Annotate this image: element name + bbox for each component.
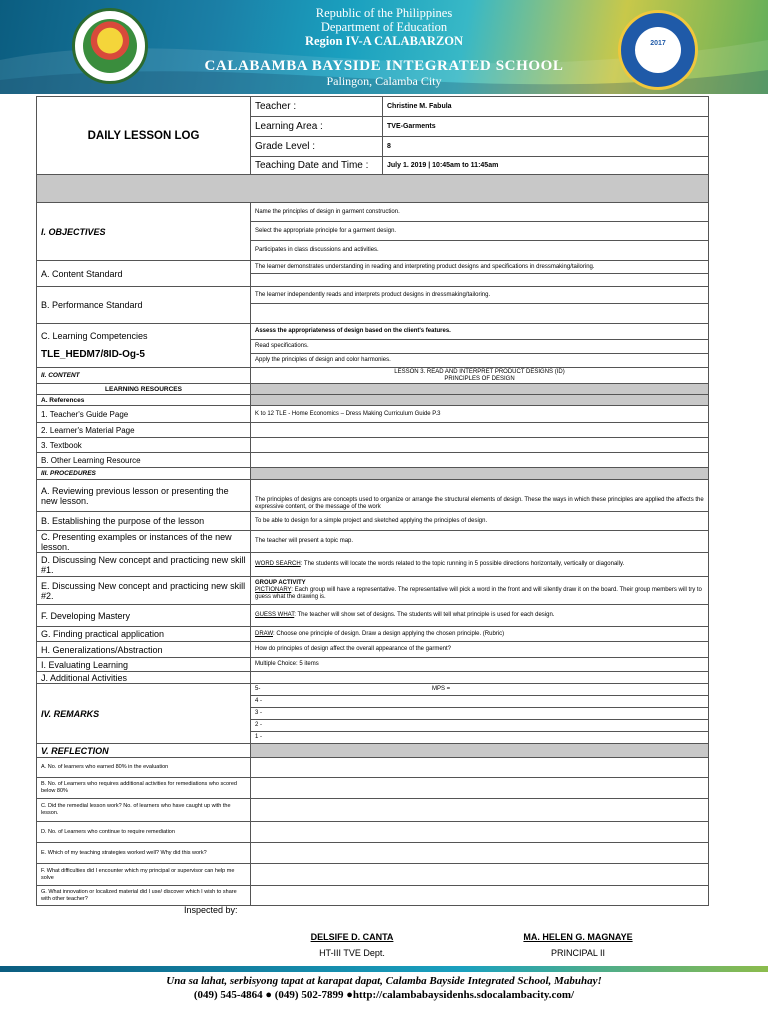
- procedure-value: How do principles of design affect the overall appearance of the garment?: [251, 642, 709, 658]
- activity-name: WORD SEARCH: [255, 561, 301, 567]
- blank-cell: [251, 672, 709, 684]
- meta-value-date: July 1. 2019 | 10:45am to 11:45am: [383, 157, 709, 175]
- procedure-label: J. Additional Activities: [37, 672, 251, 684]
- gray-cell: [251, 395, 709, 406]
- reflection-answer: [251, 822, 709, 843]
- procedure-value: [251, 553, 709, 577]
- school-address: Palingon, Calamba City: [326, 74, 442, 88]
- competencies-cell: [37, 324, 251, 368]
- content-label: II. CONTENT: [37, 368, 251, 384]
- objectives-label: I. OBJECTIVES: [37, 203, 251, 261]
- republic-line: Republic of the Philippines: [315, 6, 453, 20]
- reflection-answer: [251, 886, 709, 906]
- reflection-answer: [251, 778, 709, 799]
- remark-score: 4 -: [251, 696, 709, 708]
- procedure-label: I. Evaluating Learning: [37, 658, 251, 672]
- ref-item-label: 3. Textbook: [37, 438, 251, 453]
- deped-seal: [72, 8, 148, 84]
- procedure-label: C. Presenting examples or instances of the new lesson.: [37, 531, 251, 553]
- gray-cell: [251, 468, 709, 480]
- competency-item: Apply the principles of design and color harmonies.: [251, 354, 709, 368]
- performance-standard-value: The learner independently reads and interprets product designs in dressmaking/tailoring.: [251, 287, 709, 304]
- remark-score: 5-: [255, 686, 261, 692]
- content-standard-value: The learner demonstrates understanding in reading and interpreting product designs and specifications in dressmaking/tailoring.: [251, 261, 709, 274]
- activity-name: DRAW: [255, 630, 273, 637]
- procedures-label: III. PROCEDURES: [37, 468, 251, 480]
- meta-value-grade: 8: [383, 137, 709, 157]
- blank-cell: [251, 304, 709, 324]
- references-label: A. References: [37, 395, 251, 406]
- content-standard-label: A. Content Standard: [37, 261, 251, 287]
- content-value: [251, 368, 709, 384]
- blank-cell: [251, 453, 709, 468]
- activity-description: : Choose one principle of design. Draw a design applying the chosen principle. (Rubric): [273, 630, 505, 637]
- gray-cell: [251, 384, 709, 395]
- reflection-answer: [251, 864, 709, 886]
- procedure-value: Multiple Choice: 5 items: [251, 658, 709, 672]
- mps-label: MPS =: [432, 686, 451, 692]
- objective-item: Select the appropriate principle for a garment design.: [251, 222, 709, 241]
- signatory-name: DELSIFE D. CANTA: [310, 932, 394, 942]
- competencies-code: TLE_HEDM7/8ID-Og-5: [41, 349, 145, 360]
- school-name: CALABAMBA BAYSIDE INTEGRATED SCHOOL: [204, 58, 564, 74]
- school-seal: [618, 10, 698, 90]
- resources-label: LEARNING RESOURCES: [37, 384, 251, 395]
- letterhead: [0, 0, 768, 94]
- procedure-value: The teacher will present a topic map.: [251, 531, 709, 553]
- procedure-label: D. Discussing New concept and practicing new skill #1.: [37, 553, 251, 577]
- reflection-item: C. Did the remedial lesson work? No. of learners who have caught up with the lesson.: [37, 799, 251, 822]
- letterhead-text: [150, 6, 618, 88]
- objective-item: Name the principles of design in garment construction.: [251, 203, 709, 222]
- remarks-label: IV. REMARKS: [37, 684, 251, 744]
- signatory-name: MA. HELEN G. MAGNAYE: [523, 932, 633, 942]
- ref-item-value: [251, 423, 709, 438]
- activity-description: : The students will locate the words related to the topic running in 5 possible directions horizontally, vertically or diagonally.: [300, 561, 625, 567]
- meta-value-area: TVE-Garments: [383, 117, 709, 137]
- footer-rule: [0, 966, 768, 972]
- signatory-position: PRINCIPAL II: [550, 948, 605, 958]
- activity-name: GUESS WHAT: [255, 612, 295, 618]
- ref-item-value: [251, 438, 709, 453]
- inspected-by-label: Inspected by:: [184, 905, 238, 915]
- procedure-label: G. Finding practical application: [37, 627, 251, 642]
- meta-label-grade: Grade Level :: [251, 137, 383, 157]
- reflection-answer: [251, 758, 709, 778]
- log-title: DAILY LESSON LOG: [37, 97, 251, 175]
- procedure-label: F. Developing Mastery: [37, 605, 251, 627]
- section-divider: [37, 175, 709, 203]
- meta-value-teacher: Christine M. Fabula: [383, 97, 709, 117]
- seal-year: 2017: [650, 40, 666, 47]
- activity-name: PICTIONARY: [255, 587, 292, 593]
- footer-contact: (049) 545-4864 ● (049) 502-7899 ●http://calambabaysidenhs.sdocalambacity.com/: [193, 989, 575, 1001]
- reflection-answer: [251, 843, 709, 864]
- signatory-position: HT-III TVE Dept.: [319, 948, 385, 958]
- signature-block: [498, 932, 658, 958]
- competency-item: Read specifications.: [251, 340, 709, 354]
- department-line: Department of Education: [320, 20, 448, 34]
- activity-description: : Each group will have a representative. The representative will pick a word in the front and will silently draw it on the board. Their group members will try to guess what the drawing is.: [255, 587, 702, 600]
- procedure-value: [251, 627, 709, 642]
- reflection-item: B. No. of Learners who requires additional activities for remediations who scored below 80%: [37, 778, 251, 799]
- procedure-value: The principles of designs are concepts used to organize or arrange the structural elements of design. These the ways in which these principles are applied the affects the expressive content, or the message of the work: [251, 480, 709, 512]
- activity-description: : The teacher will show set of designs. The students will tell what principle is used for each design.: [294, 612, 555, 618]
- reflection-item: F. What difficulties did I encounter which my principal or supervisor can help me solve: [37, 864, 251, 886]
- activity-heading: GROUP ACTIVITY: [255, 580, 306, 586]
- other-resource-label: B. Other Learning Resource: [37, 453, 251, 468]
- reflection-answer: [251, 799, 709, 822]
- procedure-value: [251, 605, 709, 627]
- competencies-label: C. Learning Competencies: [41, 331, 148, 341]
- procedure-label: E. Discussing New concept and practicing new skill #2.: [37, 577, 251, 605]
- region-line: Region IV-A CALABARZON: [304, 34, 464, 48]
- meta-label-teacher: Teacher :: [251, 97, 383, 117]
- reflection-item: A. No. of learners who earned 80% in the evaluation: [37, 758, 251, 778]
- reflection-item: D. No. of Learners who continue to require remediation: [37, 822, 251, 843]
- objective-item: Participates in class discussions and activities.: [251, 241, 709, 261]
- remark-score: 3 -: [251, 708, 709, 720]
- gray-cell: [251, 744, 709, 758]
- competency-item: Assess the appropriateness of design based on the client's features.: [251, 324, 709, 340]
- procedure-value: [251, 577, 709, 605]
- performance-standard-label: B. Performance Standard: [37, 287, 251, 324]
- footer-motto: Una sa lahat, serbisyong tapat at karapat dapat, Calamba Bayside Integrated School, Mabuhay!: [166, 975, 602, 987]
- blank-cell: [251, 274, 709, 287]
- reflection-item: E. Which of my teaching strategies worked well? Why did this work?: [37, 843, 251, 864]
- ref-item-value: K to 12 TLE - Home Economics – Dress Making Curriculum Guide P.3: [251, 406, 709, 423]
- footer: [0, 974, 768, 1002]
- ref-item-label: 1. Teacher's Guide Page: [37, 406, 251, 423]
- procedure-label: H. Generalizations/Abstraction: [37, 642, 251, 658]
- meta-label-date: Teaching Date and Time :: [251, 157, 383, 175]
- reflection-label: V. REFLECTION: [37, 744, 251, 758]
- remark-row: [251, 684, 709, 696]
- remark-score: 2 -: [251, 720, 709, 732]
- lesson-title: LESSON 3. READ AND INTERPRET PRODUCT DESIGNS (ID): [394, 368, 565, 375]
- lesson-subtitle: PRINCIPLES OF DESIGN: [444, 375, 515, 382]
- reflection-item: G. What innovation or localized material did I use/ discover which I wish to share with other teacher?: [37, 886, 251, 906]
- remark-score: 1 -: [251, 732, 709, 744]
- daily-lesson-log-table: [36, 96, 709, 906]
- ref-item-label: 2. Learner's Material Page: [37, 423, 251, 438]
- signature-block: [282, 932, 422, 958]
- procedure-value: To be able to design for a simple project and sketched applying the principles of design.: [251, 512, 709, 531]
- procedure-label: A. Reviewing previous lesson or presenting the new lesson.: [37, 480, 251, 512]
- procedure-label: B. Establishing the purpose of the lesson: [37, 512, 251, 531]
- meta-label-area: Learning Area :: [251, 117, 383, 137]
